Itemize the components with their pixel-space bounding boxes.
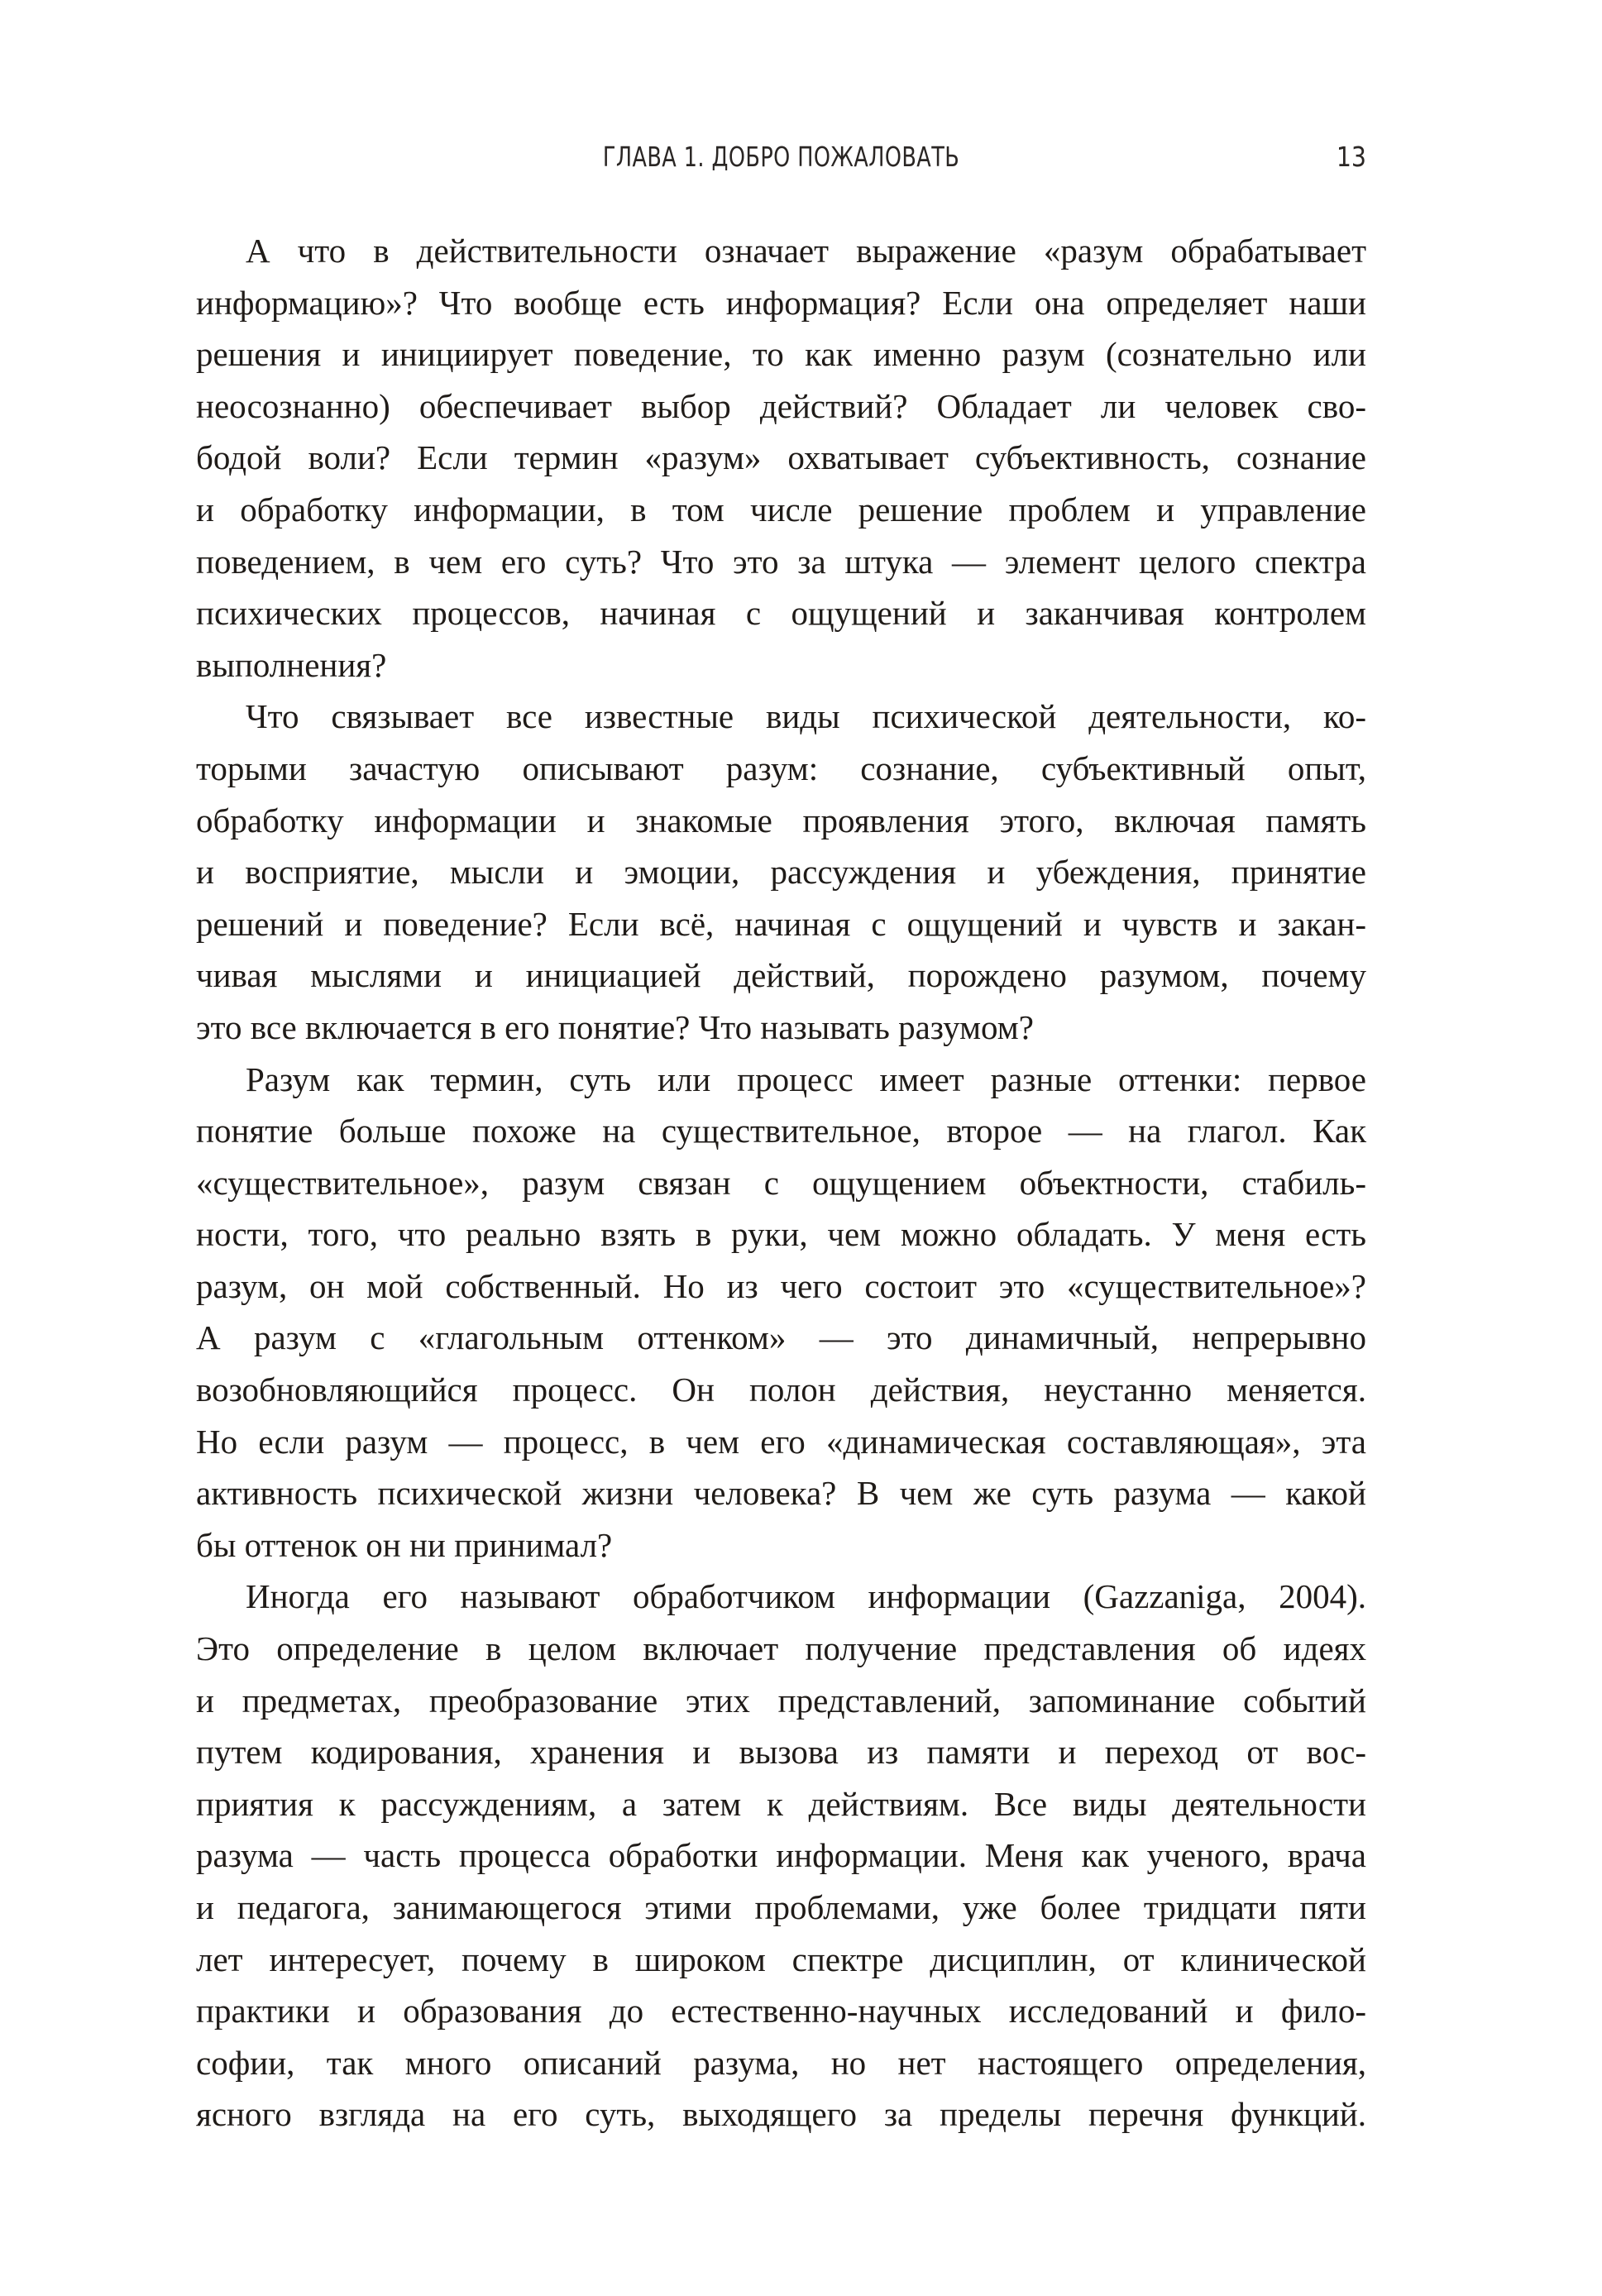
text-line: неосознанно) обеспечивает выбор действий? Обладает ли человек сво- [196,386,1366,425]
chapter-running-title: ГЛАВА 1. ДОБРО ПОЖАЛОВАТЬ [602,141,960,173]
text-line: чивая мыслями и инициацией действий, порождено разумом, почему [196,956,1366,995]
text-line: А что в действительности означает выражение «разум обрабатывает [246,232,1366,270]
text-line: «существительное», разум связан с ощущением объектности, стабиль- [196,1163,1366,1202]
text-line: Что связывает все известные виды психической деятельности, ко- [246,697,1366,736]
page-number: 13 [1336,141,1366,173]
text-line: софии, так много описаний разума, но нет настоящего определения, [196,2043,1366,2082]
text-line: и педагога, занимающегося этими проблемами, уже более тридцати пяти [196,1888,1366,1926]
text-line: разума — часть процесса обработки информации. Меня как ученого, врача [196,1836,1366,1875]
body-text [196,225,1366,2141]
text-line: Иногда его называют обработчиком информации (Gazzaniga, 2004). [246,1577,1366,1616]
text-line: выполнения? [196,645,387,684]
text-line: ясного взгляда на его суть, выходящего за пределы перечня функций. [196,2095,1366,2134]
text-line: А разум с «глагольным оттенком» — это динамичный, непрерывно [196,1318,1366,1357]
text-line: решения и инициирует поведение, то как именно разум (сознательно или [196,335,1366,374]
text-line: торыми зачастую описывают разум: сознание, субъективный опыт, [196,749,1366,787]
running-head [196,141,1366,174]
text-line: психических процессов, начиная с ощущений и заканчивая контролем [196,594,1366,633]
text-line: активность психической жизни человека? В чем же суть разума — какой [196,1474,1366,1513]
text-line: возобновляющийся процесс. Он полон действия, неустанно меняется. [196,1370,1366,1409]
text-line: путем кодирования, хранения и вызова из памяти и переход от вос- [196,1733,1366,1772]
text-line: решений и поведение? Если всё, начиная с ощущений и чувств и закан- [196,904,1366,943]
text-line: бы оттенок он ни принимал? [196,1525,613,1564]
text-line: поведением, в чем его суть? Что это за штука — элемент целого спектра [196,542,1366,581]
text-line: и обработку информации, в том числе решение проблем и управление [196,490,1366,529]
text-line: Это определение в целом включает получение представления об идеях [196,1629,1366,1668]
text-line: информацию»? Что вообще есть информация? Если она определяет наши [196,283,1366,322]
text-line: приятия к рассуждениям, а затем к действиям. Все виды деятельности [196,1784,1366,1823]
paragraph [196,1054,1366,1571]
text-line: ности, того, что реально взять в руки, чем можно обладать. У меня есть [196,1215,1366,1254]
text-line: понятие больше похоже на существительное, второе — на глагол. Как [196,1112,1366,1150]
paragraph [196,691,1366,1053]
text-line: Разум как термин, суть или процесс имеет разные оттенки: первое [246,1060,1366,1098]
text-line: разум, он мой собственный. Но из чего состоит это «существительное»? [196,1266,1366,1305]
text-line: и предметах, преобразование этих представлений, запоминание событий [196,1681,1366,1720]
text-line: Но если разум — процесс, в чем его «динамическая составляющая», эта [196,1422,1366,1461]
text-line: это все включается в его понятие? Что называть разумом? [196,1007,1034,1046]
text-line: лет интересует, почему в широком спектре дисциплин, от клинической [196,1940,1366,1978]
text-line: и восприятие, мысли и эмоции, рассуждения и убеждения, принятие [196,853,1366,892]
text-line: бодой воли? Если термин «разум» охватывает субъективность, сознание [196,438,1366,477]
paragraph [196,225,1366,691]
paragraph [196,1571,1366,2141]
text-line: обработку информации и знакомые проявления этого, включая память [196,801,1366,839]
text-line: практики и образования до естественно-научных исследований и фило- [196,1992,1366,2031]
